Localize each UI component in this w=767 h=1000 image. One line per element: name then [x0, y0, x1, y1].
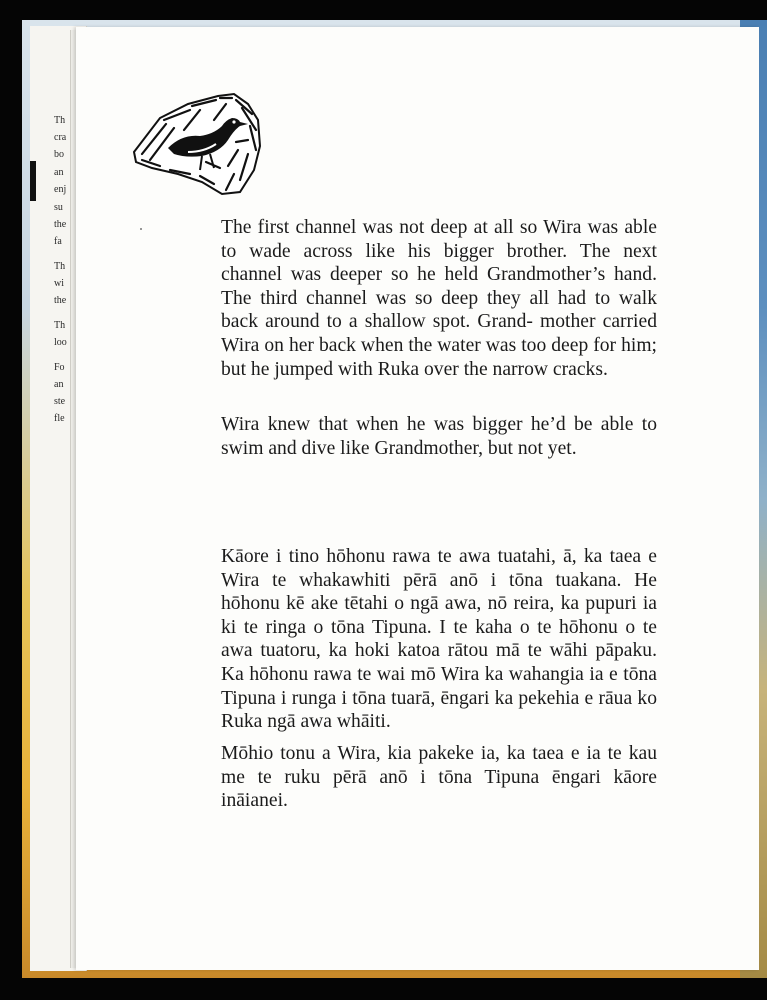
english-paragraph-2: Wira knew that when he was bigger he’d be able to swim and dive like Grandmother, but not yet. — [221, 414, 657, 459]
page-fragment: Th — [54, 320, 66, 331]
maori-paragraph-2: Mōhio tonu a Wira, kia pakeke ia, ka taea e ia te kau me te ruku pērā anō i tōna Tipuna ēngari kāore ināianei. — [221, 743, 657, 812]
page-fragment: bo — [54, 149, 64, 160]
bird-woodcut-icon — [130, 90, 262, 198]
page-fragment: loo — [54, 337, 67, 348]
page-fragment: fa — [54, 236, 62, 247]
page-tab-mark — [30, 161, 36, 201]
page-fragment: ste — [54, 396, 66, 407]
english-text-block — [221, 216, 657, 381]
page-fragment: su — [54, 202, 63, 213]
english-paragraph-1: The first channel was not deep at all so Wira was able to wade across like his bigger brother. The next channel was deeper so he held Grandmother’s hand. The third channel was so deep they all had to walk back around to a shallow spot. Grand- mother carried Wira on her back when the water was too deep for him; but he jumped with Ruka over the narrow cracks. — [221, 217, 657, 380]
page-fragment: Th — [54, 261, 66, 272]
maori-text-block — [221, 545, 657, 734]
page-fragment: cra — [54, 132, 67, 143]
english-text-block — [221, 413, 657, 460]
page-fragment: fle — [54, 413, 65, 424]
page-fragment: an — [54, 379, 64, 390]
maori-text-block — [221, 742, 657, 813]
page-speck — [140, 228, 142, 230]
page-fragment: Fo — [54, 362, 65, 373]
maori-paragraph-1: Kāore i tino hōhonu rawa te awa tuatahi, ā, ka taea e Wira te whakawhiti pērā anō i tōna tuakana. He hōhonu kē ake tētahi o ngā awa, nō reira, ka pupuri ia ki te ringa o tōna Tipuna. I te kaha o te hōhonu o te awa tuatoru, ka hoki katoa rātou mā te wāhi pāpaku. Ka hōhonu rawa te wai mō Wira ka wahangia ia e tōna Tipuna i runga i tōna tuarā, ēngari ka pekehia e rāua ko Ruka ngā awa whāiti. — [221, 546, 657, 733]
page-fragment: the — [54, 295, 67, 306]
page-fragment: wi — [54, 278, 64, 289]
page-fragment: the — [54, 219, 67, 230]
page-fragment: Th — [54, 115, 66, 126]
page-fragment: enj — [54, 184, 67, 195]
page-fragment: an — [54, 167, 64, 178]
